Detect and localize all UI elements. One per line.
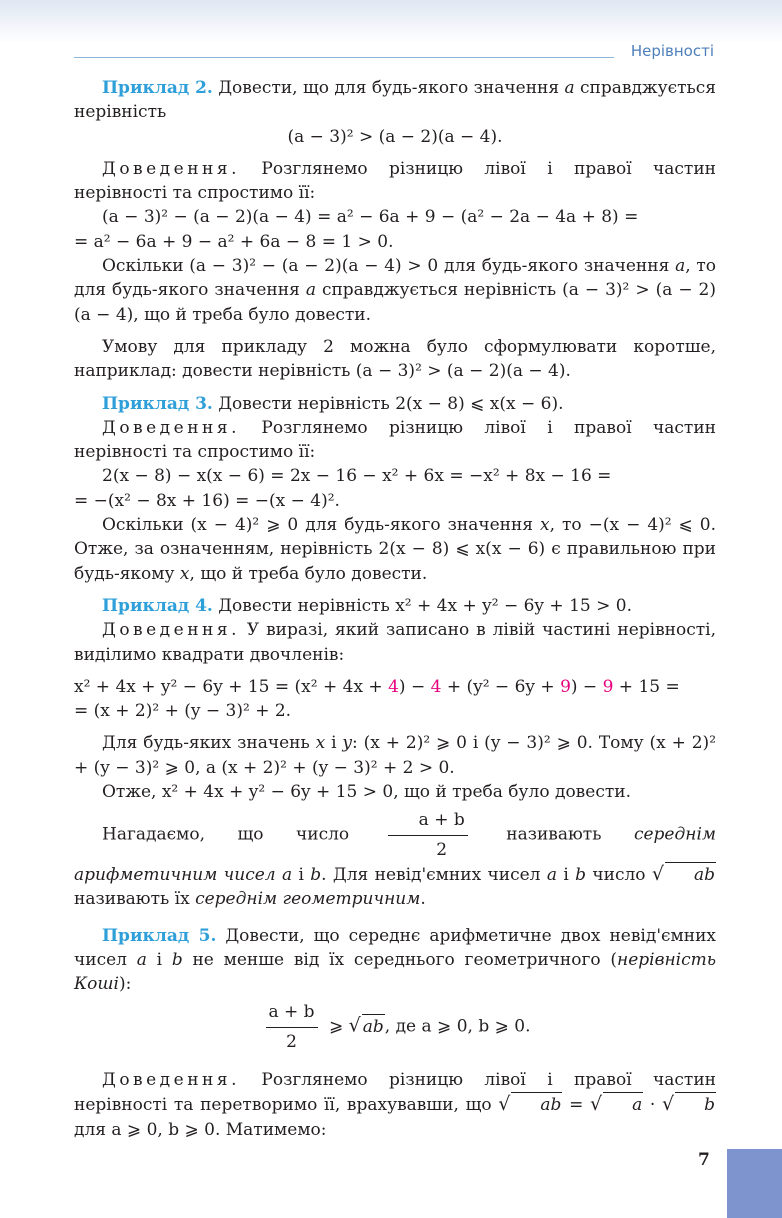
sqrt-sign: √ [348, 1014, 361, 1037]
highlight-term: 4 [430, 676, 442, 697]
sqrt-sign: √ [590, 1093, 603, 1116]
sqrt-argument: ab [665, 862, 716, 887]
proof-label: Доведення. [102, 417, 241, 438]
header-gradient [0, 0, 782, 44]
term-arithmetic-mean: середнім арифметичним чисел [74, 824, 716, 885]
proof-label: Доведення. [102, 158, 241, 179]
example-2-calc-line-1: (a − 3)² − (a − 2)(a − 4) = a² − 6a + 9 − (a² − 2a − 4a + 8) = [102, 207, 639, 228]
sqrt-sign: √ [498, 1093, 511, 1116]
example-4-statement: Приклад 4. Довести нерівність x² + 4x + y² − 6y + 15 > 0. [102, 595, 632, 616]
example-2-statement: Приклад 2. Довести, що для будь-якого значення a справджується нерівність [74, 78, 717, 123]
fraction: $\frac{a + b}{2}$ [266, 1000, 318, 1054]
page-number: 7 [698, 1150, 710, 1170]
example-2-note: Умову для прикладу 2 можна було сформулювати коротше, наприклад: довести нерівність (a − 3)² > (a − 2)(a − 4). [74, 336, 716, 382]
example-2-calc-line-2: = a² − 6a + 9 − a² + 6a − 8 = 1 > 0. [74, 231, 394, 252]
sqrt-argument: ab [362, 1014, 385, 1039]
sqrt-sign: √ [662, 1093, 675, 1116]
example-4-proof: Доведення. У виразі, який записано в лівій частині нерівності, виділимо квадрати двочленів: [74, 620, 716, 665]
example-4-conclusion: Отже, x² + 4x + y² − 6y + 15 > 0, що й треба було довести. [102, 782, 631, 803]
example-4-label: Приклад 4. [102, 595, 213, 616]
example-5-statement: Приклад 5. Довести, що середнє арифметичне двох невід'ємних чисел a і b не менше від їх середнього геометричного (нерівність Коші): [74, 925, 717, 995]
example-5-label: Приклад 5. [102, 925, 217, 946]
example-2-proof: Доведення. Розглянемо різницю лівої і правої частин нерівності та спростимо її: [74, 158, 716, 204]
page-corner-tab [727, 1149, 782, 1218]
example-2-conclusion: Оскільки (a − 3)² − (a − 2)(a − 4) > 0 для будь-якого значення a, то для будь-якого значення a справджується нерівність (a − 3)² > (a − 2)(a − 4), що й треба було довести. [74, 256, 716, 325]
example-3-proof: Доведення. Розглянемо різницю лівої і правої частин нерівності та спростимо її: [74, 417, 716, 463]
fraction: $\frac{a + b}{2}$ [388, 808, 468, 862]
example-2-formula: (a − 3)² > (a − 2)(a − 4). [287, 126, 503, 147]
example-2-label: Приклад 2. [102, 78, 213, 98]
example-3-calc-line-2: = −(x² − 8x + 16) = −(x − 4)². [74, 490, 340, 511]
section-title: Нерівності [630, 42, 714, 60]
highlight-term: 9 [602, 676, 614, 697]
sqrt-sign: √ [651, 862, 664, 885]
reminder-paragraph: Нагадаємо, що число $\frac{a + b}{2}$ називають середнім арифметичним чисел a і b. Для невід'ємних чисел a і b число √ ab називають їх середнім геометричним. [74, 810, 716, 910]
example-4-calc-line-2: = (x + 2)² + (y − 3)² + 2. [74, 701, 292, 722]
header-rule [74, 57, 614, 58]
term-cauchy: нерівність Коші [74, 949, 717, 995]
term-geometric-mean: середнім геометричним [195, 889, 421, 910]
example-3-conclusion: Оскільки (x − 4)² ⩾ 0 для будь-якого значення x, то −(x − 4)² ⩽ 0. Отже, за означенням, нерівність 2(x − 8) ⩽ x(x − 6) є правильною при будь-якому x, що й треба було довести. [74, 515, 717, 584]
sqrt-argument: ab [511, 1092, 562, 1117]
example-3-statement: Приклад 3. Довести нерівність 2(x − 8) ⩽ x(x − 6). [102, 393, 564, 414]
example-4-calc-line-1: x² + 4x + y² − 6y + 15 = (x² + 4x + 4) − 4 + (y² − 6y + 9) − 9 + 15 = [74, 676, 680, 697]
proof-label: Доведення. [102, 620, 241, 641]
sqrt-argument: a [603, 1092, 643, 1117]
highlight-term: 4 [388, 676, 399, 697]
example-5-proof: Доведення. Розглянемо різницю лівої і правої частин нерівності та перетворимо її, врахувавши, що √ ab = √ a · √ b для a ⩾ 0, b ⩾ 0. Матимемо: [74, 1069, 716, 1140]
sqrt-argument: b [675, 1092, 716, 1117]
example-3-calc-line-1: 2(x − 8) − x(x − 6) = 2x − 16 − x² + 6x = −x² + 8x − 16 = [102, 466, 612, 487]
example-4-argument: Для будь-яких значень x і y: (x + 2)² ⩾ 0 і (y − 3)² ⩾ 0. Тому (x + 2)² + (y − 3)² ⩾ 0, а (x + 2)² + (y − 3)² + 2 > 0. [74, 733, 717, 778]
example-3-label: Приклад 3. [102, 393, 213, 414]
proof-label: Доведення. [102, 1069, 241, 1090]
example-5-formula: $\frac{a + b}{2}$ ⩾ √ ab, де a ⩾ 0, b ⩾ 0. [74, 1000, 716, 1054]
page-content [74, 76, 716, 1142]
highlight-term: 9 [560, 676, 571, 697]
